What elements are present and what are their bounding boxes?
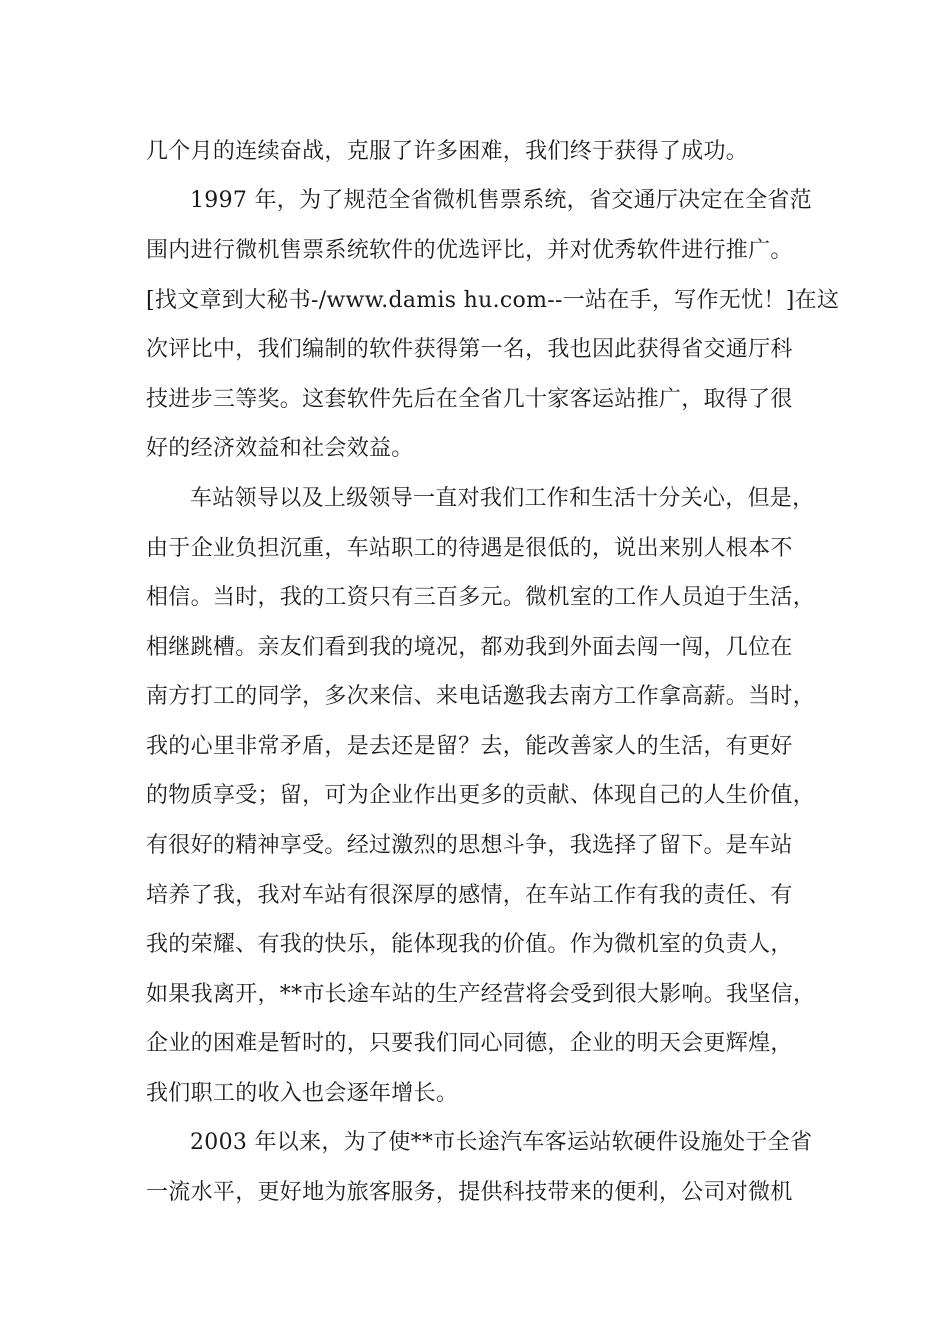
text-line: 围内进行微机售票系统软件的优选评比，并对优秀软件进行推广。	[146, 238, 793, 263]
text-line: 如果我离开，**市长途车站的生产经营将会受到很大影响。我坚信，	[146, 982, 816, 1007]
text-line: 1997 年，为了规范全省微机售票系统，省交通厅决定在全省范	[190, 188, 812, 213]
text-line: 次评比中，我们编制的软件获得第一名，我也因此获得省交通厅科	[146, 337, 793, 362]
text-line: 由于企业负担沉重，车站职工的待遇是很低的，说出来别人根本不	[146, 536, 793, 561]
text-line: 我的心里非常矛盾，是去还是留？去，能改善家人的生活，有更好	[146, 734, 793, 759]
text-line: 企业的困难是暂时的，只要我们同心同德，企业的明天会更辉煌，	[146, 1031, 793, 1056]
text-line: 我的荣耀、有我的快乐，能体现我的价值。作为微机室的负责人，	[146, 932, 793, 957]
text-line: 2003 年以来，为了使**市长途汽车客运站软硬件设施处于全省	[190, 1130, 813, 1155]
text-line: 技进步三等奖。这套软件先后在全省几十家客运站推广，取得了很	[146, 387, 793, 412]
text-line: 一流水平，更好地为旅客服务，提供科技带来的便利，公司对微机	[146, 1180, 793, 1205]
text-line: 有很好的精神享受。经过激烈的思想斗争，我选择了留下。是车站	[146, 833, 793, 858]
text-line: 的物质享受；留，可为企业作出更多的贡献、体现自己的人生价值，	[146, 783, 816, 808]
text-line: 车站领导以及上级领导一直对我们工作和生活十分关心，但是，	[190, 486, 815, 511]
text-line: [找文章到大秘书-/www.damis hu.com--一站在手，写作无忧！]在这	[146, 288, 840, 313]
text-line: 南方打工的同学，多次来信、来电话邀我去南方工作拿高薪。当时，	[146, 684, 816, 709]
text-line: 相信。当时，我的工资只有三百多元。微机室的工作人员迫于生活，	[146, 585, 816, 610]
text-line: 相继跳槽。亲友们看到我的境况，都劝我到外面去闯一闯，几位在	[146, 635, 793, 660]
text-line: 几个月的连续奋战，克服了许多困难，我们终于获得了成功。	[146, 139, 749, 164]
text-line: 我们职工的收入也会逐年增长。	[146, 1081, 459, 1106]
text-line: 培养了我，我对车站有很深厚的感情，在车站工作有我的责任、有	[146, 883, 793, 908]
text-line: 好的经济效益和社会效益。	[146, 436, 414, 461]
